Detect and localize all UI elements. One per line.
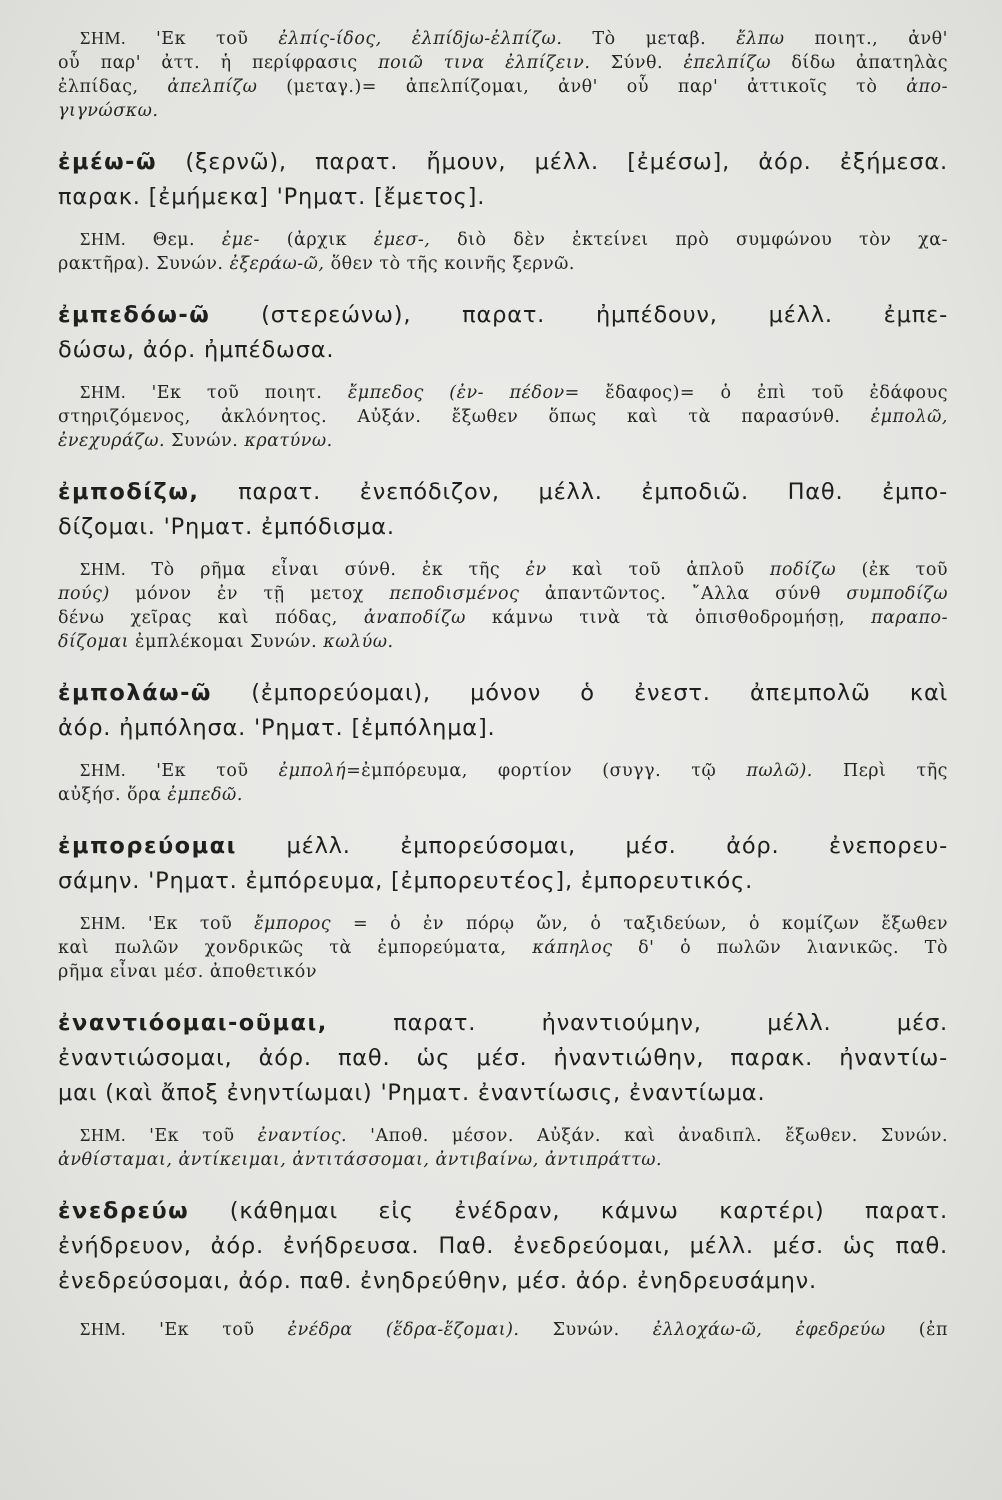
note-text: ὅθεν τὸ τῆς κοινῆς ξερνῶ. (324, 254, 575, 274)
note-text: Τὸ ρῆμα εἶναι σύνθ. ἐκ τῆς (125, 560, 526, 580)
note-line (58, 1123, 948, 1148)
note-text: (ἐπ (885, 1320, 948, 1340)
note-text: Συνών. (165, 431, 245, 451)
entry-text: παρακ. [ἐμήμεκα] 'Ρηματ. [ἔμετος]. (58, 184, 486, 210)
note-text: δένω χεῖρας καὶ πόδας, (58, 608, 364, 628)
note-italic: συμποδίζω (846, 584, 949, 604)
note-text (762, 1320, 795, 1340)
note-line (58, 51, 948, 75)
headword: ἐμπορεύομαι (58, 833, 237, 859)
entry-line (58, 711, 948, 746)
page-content (58, 26, 948, 1342)
note-italic: ἀπο- (906, 77, 948, 97)
note-enantioomai (58, 1123, 948, 1172)
entry-enantioomai (58, 1006, 948, 1111)
note-italic: ἐπελπίζω (683, 53, 771, 73)
note-emporeuomai (58, 911, 948, 984)
note-italic: ἐμπολή (278, 761, 347, 781)
note-line (58, 1317, 948, 1342)
note-text: Τὸ μεταβ. (562, 29, 737, 49)
entry-text: ἀόρ. ἠμπόλησα. 'Ρηματ. [ἐμπόλημα]. (58, 715, 496, 741)
entry-text: ἐνήδρευον, ἀόρ. ἐνήδρευσα. Παθ. ἐνεδρεύομαι, μέλλ. μέσ. ὡς παθ. (58, 1233, 948, 1259)
entry-text: (στερεώνω), παρατ. ἠμπέδουν, μέλλ. ἐμπε- (210, 302, 948, 328)
headword: ἐμπολάω-ῶ (58, 680, 212, 706)
entry-line (58, 145, 948, 180)
headword: ἐνεδρεύω (58, 1198, 190, 1224)
entry-line (58, 1229, 948, 1264)
entry-line (58, 829, 948, 864)
note-text: 'Εκ τοῦ (125, 914, 255, 934)
note-text: οὗ παρ' ἀττ. ἡ περίφρασις (58, 53, 379, 73)
note-line (58, 380, 948, 405)
note-line (58, 911, 948, 936)
note-italic: ἔμπεδος (ἐν- πέδον (347, 383, 565, 403)
note-italic: ἀναποδίζω (363, 608, 466, 628)
note-text: δ' ὁ πωλῶν λιανικῶς. Τὸ (612, 938, 948, 958)
entry-empodizo (58, 475, 948, 545)
note-label: ΣΗΜ. (80, 28, 126, 48)
note-line (58, 252, 948, 276)
entry-text: παρατ. ἐνεπόδιζον, μέλλ. ἐμποδιῶ. Παθ. ἐμπο- (199, 479, 948, 505)
note-italic: πούς) (58, 584, 110, 604)
headword: ἐναντιόομαι-οῦμαι, (58, 1010, 328, 1036)
note-italic: ἐφεδρεύω (795, 1320, 886, 1340)
note-italic: ἐλλοχάω-ῶ, (652, 1320, 763, 1340)
note-text: κάμνω τινὰ τὰ ὀπισθοδρομήσῃ, (465, 608, 872, 628)
entry-line (58, 1076, 948, 1111)
entry-enedreuo (58, 1194, 948, 1299)
note-text: καὶ πωλῶν χονδρικῶς τὰ ἐμπορεύματα, (58, 938, 533, 958)
note-line (58, 99, 948, 123)
note-italic: ἐν (525, 560, 547, 580)
note-label: ΣΗΜ. (80, 913, 126, 933)
note-line (58, 557, 948, 582)
headword: ἐμέω-ῶ (58, 149, 158, 175)
note-italic: ἐμπεδῶ. (167, 785, 243, 805)
note-text: 'Εκ τοῦ (125, 761, 279, 781)
note-text: 'Εκ τοῦ (125, 1320, 288, 1340)
entry-text: (ἐμπορεύομαι), μόνον ὁ ἐνεστ. ἀπεμπολῶ καὶ (211, 680, 948, 706)
entry-text: (ξερνῶ), παρατ. ἤμουν, μέλλ. [ἐμέσω], ἀόρ. ἐξήμεσα. (157, 149, 948, 175)
note-italic: ἐξεράω-ῶ, (229, 254, 325, 274)
note-label: ΣΗΜ. (80, 760, 126, 780)
note-line (58, 429, 948, 453)
entry-line (58, 676, 948, 711)
entry-line (58, 1006, 948, 1041)
note-text: Θεμ. (125, 230, 222, 250)
note-line (58, 1148, 948, 1172)
entry-emeo (58, 145, 948, 215)
note-elpizo (58, 26, 948, 123)
note-text: = ἔδαφος)= ὁ ἐπὶ τοῦ ἐδάφους (564, 383, 948, 403)
note-italic: ἐμε- (221, 230, 260, 250)
entry-text: δίζομαι. 'Ρηματ. ἐμπόδισμα. (58, 514, 395, 540)
note-italic: κωλύω. (323, 632, 394, 652)
note-text: Συνών. (519, 1320, 653, 1340)
note-italic: γιγνώσκω. (58, 101, 159, 121)
entry-text: (κάθημαι εἰς ἐνέδραν, κάμνω καρτέρι) παρατ. (189, 1198, 948, 1224)
note-italic: ἐμεσ-, (373, 230, 431, 250)
note-text: στηριζόμενος, ἀκλόνητος. Αὐξάν. ἔξωθεν ὅπως καὶ τὰ παρασύνθ. (58, 407, 871, 427)
note-line (58, 936, 948, 960)
note-label: ΣΗΜ. (80, 1125, 126, 1145)
entry-empolao (58, 676, 948, 746)
note-text: (ἀρχικ (259, 230, 374, 250)
entry-text: σάμην. 'Ρηματ. ἐμπόρευμα, [ἐμπορευτέος], ἐμπορευτικός. (58, 868, 754, 894)
note-line (58, 582, 948, 606)
note-label: ΣΗΜ. (80, 382, 126, 402)
note-text: ἐλπίδας, (58, 77, 168, 97)
note-line (58, 783, 948, 807)
entry-text: μέλλ. ἐμπορεύσομαι, μέσ. ἀόρ. ἐνεπορευ- (236, 833, 948, 859)
note-emeo (58, 227, 948, 276)
note-italic: ἀπελπίζω (167, 77, 258, 97)
entry-line (58, 475, 948, 510)
note-text: =ἐμπόρευμα, φορτίον (συγγ. τῷ (346, 761, 747, 781)
note-line (58, 630, 948, 654)
entry-text: ἐναντιώσομαι, ἀόρ. παθ. ὡς μέσ. ἠναντιώθην, παρακ. ἠναντίω- (58, 1045, 948, 1071)
entry-empedoo (58, 298, 948, 368)
note-text: αὐξήσ. ὅρα (58, 785, 168, 805)
headword: ἐμπεδόω-ῶ (58, 302, 211, 328)
note-text: ἀπαντῶντος. ῎Αλλα σύνθ (519, 584, 847, 604)
headword: ἐμποδίζω, (58, 479, 200, 505)
note-text: διὸ δὲν ἐκτείνει πρὸ συμφώνου τὸν χα- (430, 230, 948, 250)
note-text: 'Αποθ. μέσον. Αὐξάν. καὶ ἀναδιπλ. ἔξωθεν. Συνών. (347, 1126, 949, 1146)
note-line (58, 758, 948, 783)
note-line (58, 606, 948, 630)
note-label: ΣΗΜ. (80, 1319, 126, 1339)
entry-line (58, 864, 948, 899)
entry-line (58, 333, 948, 368)
entry-emporeuomai (58, 829, 948, 899)
note-empolao (58, 758, 948, 807)
entry-text: δώσω, ἀόρ. ἠμπέδωσα. (58, 337, 335, 363)
note-italic: ἐμπολῶ, (870, 407, 948, 427)
entry-line (58, 298, 948, 333)
entry-line (58, 1041, 948, 1076)
note-italic: παραπο- (871, 608, 948, 628)
note-text: δίδω ἀπατηλὰς (770, 53, 949, 73)
note-italic: ἐνέδρα (ἕδρα-ἕζομαι). (287, 1320, 520, 1340)
note-text: Περὶ τῆς (812, 761, 948, 781)
note-text: ἐμπλέκομαι Συνών. (128, 632, 324, 652)
note-italic: ἔλπω (736, 29, 785, 49)
note-line (58, 405, 948, 429)
note-text: 'Εκ τοῦ (125, 29, 279, 49)
note-empodizo (58, 557, 948, 654)
note-italic: ἀνθίσταμαι, ἀντίκειμαι, ἀντιτάσσομαι, ἀντιβαίνω, ἀντιπράττω. (58, 1150, 663, 1170)
note-italic: δίζομαι (58, 632, 129, 652)
note-line (58, 75, 948, 99)
note-italic: πωλῶ). (746, 761, 813, 781)
note-text: (ἐκ τοῦ (836, 560, 949, 580)
note-italic: ἐνεχυράζω. (58, 431, 166, 451)
note-italic: πεποδισμένος (389, 584, 520, 604)
entry-text: παρατ. ἠναντιούμην, μέλλ. μέσ. (327, 1010, 948, 1036)
note-text: Σύνθ. (590, 53, 684, 73)
note-text: 'Εκ τοῦ ποιητ. (125, 383, 348, 403)
note-text: ρῆμα εἶναι μέσ. ἀποθετικόν (58, 962, 317, 982)
note-text: καὶ τοῦ ἁπλοῦ (546, 560, 770, 580)
entry-line (58, 180, 948, 215)
entry-text: ἐνεδρεύσομαι, ἀόρ. παθ. ἐνηδρεύθην, μέσ. ἀόρ. ἐνηδρευσάμην. (58, 1268, 817, 1294)
note-italic: ποιῶ τινα ἐλπίζειν. (378, 53, 591, 73)
entry-text: μαι (καὶ ἄποξ ἐνηντίωμαι) 'Ρηματ. ἐναντίωσις, ἐναντίωμα. (58, 1080, 766, 1106)
entry-line (58, 1264, 948, 1299)
note-text: 'Εκ τοῦ (125, 1126, 258, 1146)
note-italic: κρατύνω. (244, 431, 333, 451)
note-italic: ποδίζω (769, 560, 837, 580)
note-text: ρακτῆρα). Συνών. (58, 254, 230, 274)
note-italic: κάπηλος (532, 938, 613, 958)
note-text: = ὁ ἐν πόρῳ ὤν, ὁ ταξιδεύων, ὁ κομίζων ἔξωθεν (331, 914, 948, 934)
note-text: (μεταγ.)= ἀπελπίζομαι, ἀνθ' οὗ παρ' ἀττικοῖς τὸ (257, 77, 907, 97)
note-label: ΣΗΜ. (80, 559, 126, 579)
note-text: ποιητ., ἀνθ' (784, 29, 948, 49)
note-italic: ἐλπίς-ίδος, ἐλπίδjω-ἐλπίζω. (278, 29, 563, 49)
note-line (58, 227, 948, 252)
note-enedreuo (58, 1317, 948, 1342)
entry-line (58, 510, 948, 545)
note-italic: ἐναντίος. (257, 1126, 348, 1146)
note-line (58, 26, 948, 51)
note-italic: ἔμπορος (254, 914, 332, 934)
note-text: μόνον ἐν τῇ μετοχ (109, 584, 390, 604)
note-line (58, 960, 948, 984)
note-label: ΣΗΜ. (80, 229, 126, 249)
note-empedoo (58, 380, 948, 453)
entry-line (58, 1194, 948, 1229)
